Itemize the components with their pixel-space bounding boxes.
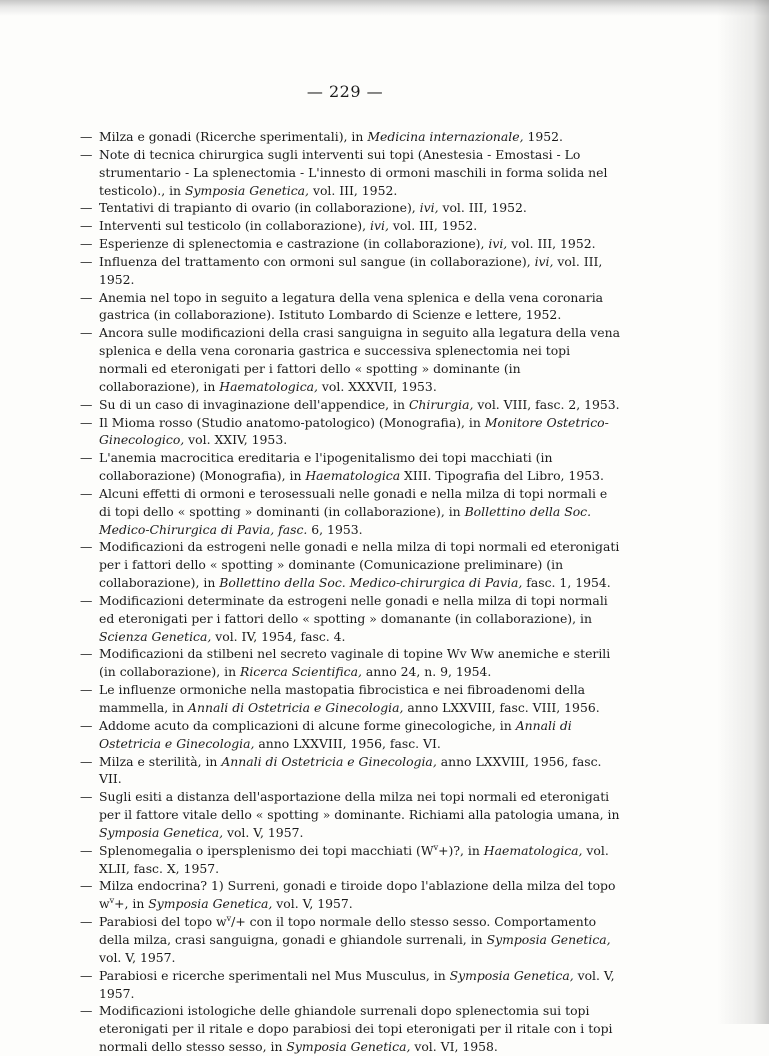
italic-citation: Monitore Ostetrico-Ginecologico, [99, 414, 609, 448]
entry-text: Addome acuto da complicazioni di alcune forme ginecologiche, in [99, 717, 516, 733]
entry-dash: — [80, 129, 93, 144]
italic-citation: Symposia Genetica, [486, 931, 611, 947]
scan-top-edge [0, 0, 769, 16]
entry-text: vol. V, 1957. [99, 949, 176, 965]
entry-dash: — [80, 414, 93, 430]
entry-text: /+ con il topo normale dello stesso sesso. Comportamento della milza, crasi sanguigna, gonadi e ghiandole surrenali, in [99, 914, 597, 947]
entry-dash: — [80, 200, 93, 216]
entry-text: Su di un caso di invaginazione dell'appendice, in [99, 396, 409, 412]
entry-text: vol. III, 1952. [309, 182, 398, 198]
entry-dash: — [80, 253, 93, 269]
entry-dash: — [80, 914, 93, 930]
entry-text: Alcuni effetti di ormoni e terosessuali nelle gonadi e nella milza di topi normali e di topi dello « spotting » dominanti (in collaborazione), in [99, 485, 608, 519]
bibliography-entry [60, 538, 620, 592]
entry-text: Tentativi di trapianto di ovario (in collaborazione), [99, 200, 420, 216]
entry-text: anno LXXVIII, fasc. VIII, 1956. [403, 700, 600, 715]
italic-citation: Symposia Genetica, [148, 896, 273, 912]
entry-text: Milza e gonadi (Ricerche sperimentali), in [99, 129, 368, 144]
italic-citation: Medicina internazionale, [367, 129, 524, 144]
entry-text: Esperienze di splenectomia e castrazione (in collaborazione), [99, 236, 489, 252]
entry-dash: — [80, 485, 93, 501]
bibliography-entry [60, 645, 620, 681]
entry-dash: — [80, 539, 93, 555]
entry-text: vol. III, 1952. [507, 236, 596, 252]
entry-text: L'anemia macrocitica ereditaria e l'ipogenitalismo dei topi macchiati (in collaborazione) (Monografia), in [99, 450, 553, 484]
italic-citation: Bollettino della Soc. Medico-Chirurgica di Pavia, fasc. [99, 503, 592, 537]
entry-dash: — [80, 289, 93, 305]
italic-citation: Symposia Genetica, [449, 967, 574, 983]
italic-citation: Symposia Genetica, [184, 182, 309, 198]
entry-dash: — [80, 682, 93, 698]
entry-text: Le influenze ormoniche nella mastopatia fibrocistica e nei fibroadenomi della mammella, in [99, 682, 586, 715]
italic-citation: Scienza Genetica, [99, 628, 212, 644]
entry-text: Modificazioni da estrogeni nelle gonadi e nella milza di topi normali ed eteronigati per i fattori dello « spotting » dominante (Comunicazione preliminare) (in collaborazione), in [99, 539, 620, 591]
bibliography-entry [60, 592, 620, 646]
entry-text: Influenza del trattamento con ormoni sul sangue (in collaborazione), [99, 253, 535, 269]
entry-text: vol. III, 1952. [388, 218, 478, 234]
bibliography-entry [60, 842, 620, 878]
superscript: v [226, 914, 232, 923]
bibliography-entry [60, 235, 620, 253]
italic-citation: Annali di Ostetricia e Ginecologia, [188, 700, 404, 715]
bibliography-entry [60, 485, 620, 539]
page-number: — 229 — [306, 82, 384, 101]
entry-text: vol. XXXVII, 1953. [317, 378, 437, 394]
entry-text: Modificazioni istologiche delle ghiandole surrenali dopo splenectomia sui topi eteronigati per il ritale e dopo parabiosi dei topi eteronigati per il ritale con i topi normali dello stesso sesso, in [99, 1003, 613, 1055]
italic-citation: Chirurgia, [408, 396, 474, 412]
italic-citation: Ricerca Scientifica, [240, 664, 362, 680]
entry-dash: — [80, 146, 93, 162]
entry-dash: — [80, 325, 93, 341]
bibliography-entry [60, 199, 620, 217]
bibliography-entry [60, 913, 620, 967]
bibliography-entry [60, 717, 620, 753]
bibliography-entry [60, 324, 620, 395]
entry-text: 1952. [523, 129, 563, 144]
entry-text: Ancora sulle modificazioni della crasi sanguigna in seguito alla legatura della vena splenica e della vena coronaria gastrica e successiva splenectomia nei topi normali ed eteronigati per i fattori dello « spotting » dominante (in collaborazione), in [99, 325, 621, 394]
entry-text: XIII. Tipografia del Libro, 1953. [400, 468, 604, 484]
bibliography-entry [60, 1002, 620, 1056]
entry-text: vol. V, 1957. [223, 824, 304, 840]
entry-text: Parabiosi e ricerche sperimentali nel Mus Musculus, in [99, 967, 450, 983]
italic-citation: ivi, [419, 200, 439, 216]
entry-text: vol. VI, 1958. [410, 1039, 498, 1055]
entry-text: Anemia nel topo in seguito a legatura della vena splenica e della vena coronaria gastrica (in collaborazione). Istituto Lombardo di Scienze e lettere, 1952. [99, 289, 604, 323]
entry-dash: — [80, 1003, 93, 1019]
italic-citation: Annali di Ostetricia e Ginecologia, [99, 717, 572, 751]
entry-dash: — [80, 753, 93, 769]
entry-text: Note di tecnica chirurgica sugli interventi sui topi (Anestesia - Emostasi - Lo strumentario - La splenectomia - L'innesto di ormoni maschili in forma solida nel testicolo)., in [99, 146, 608, 198]
italic-citation: Annali di Ostetricia e Ginecologia, [221, 753, 437, 769]
entry-dash: — [80, 789, 93, 805]
entry-dash: — [80, 878, 93, 894]
bibliography-entry [60, 396, 620, 414]
bibliography-entry [60, 788, 620, 842]
entry-text: vol. XLII, fasc. X, 1957. [99, 842, 609, 876]
italic-citation: Haematologica [305, 468, 401, 484]
bibliography-entry [60, 146, 620, 200]
bibliography-entry [60, 449, 620, 485]
superscript: v [109, 896, 115, 906]
entry-text: vol. IV, 1954, fasc. 4. [211, 628, 346, 644]
bibliography-entry [60, 753, 620, 789]
entry-text: Parabiosi del topo w [99, 914, 227, 930]
italic-citation: Haematologica, [483, 842, 583, 858]
entry-dash: — [80, 396, 93, 412]
entry-dash: — [80, 717, 93, 733]
italic-citation: Bollettino della Soc. Medico-chirurgica di Pavia, [219, 575, 523, 591]
italic-citation: Symposia Genetica, [99, 824, 224, 840]
bibliography-entry [60, 877, 620, 913]
entry-text: Interventi sul testicolo (in collaborazione), [99, 218, 371, 234]
scan-right-edge [717, 0, 769, 1024]
entry-text: anno LXXVIII, 1956, fasc. VII. [99, 753, 602, 787]
entry-text: Modificazioni da stilbeni nel secreto vaginale di topine Wv Ww anemiche e sterili (in collaborazione), in [99, 646, 611, 680]
italic-citation: ivi, [488, 236, 508, 252]
bibliography-entry [60, 967, 620, 1003]
bibliography-entry [60, 253, 620, 289]
entry-text: vol. VIII, fasc. 2, 1953. [473, 396, 620, 412]
entry-dash: — [80, 646, 93, 662]
entry-text: Modificazioni determinate da estrogeni nelle gonadi e nella milza di topi normali ed eteronigati per i fattori dello « spotting » domanante (in collaborazione), in [99, 592, 608, 626]
entry-text: anno LXXVIII, 1956, fasc. VI. [254, 735, 441, 751]
entry-text: vol. III, 1952. [99, 253, 603, 287]
entry-text: Sugli esiti a distanza dell'asportazione della milza nei topi normali ed eteronigati per il fattore vitale dello « spotting » dominante. Richiami alla patologia umana, in [99, 789, 620, 823]
entry-text: vol. V, 1957. [99, 967, 615, 1001]
entry-text: Splenomegalia o ipersplenismo dei topi macchiati (W [99, 842, 434, 858]
entry-dash: — [80, 592, 93, 608]
bibliography-entry [60, 128, 620, 146]
entry-text: Milza endocrina? 1) Surreni, gonadi e tiroide dopo l'ablazione della milza del topo w [99, 878, 616, 912]
bibliography-entry [60, 289, 620, 325]
entry-text: fasc. 1, 1954. [522, 575, 611, 591]
entry-dash: — [80, 236, 93, 252]
entry-text: Milza e sterilità, in [99, 753, 222, 769]
bibliography-entry [60, 414, 620, 450]
entry-dash: — [80, 842, 93, 858]
italic-citation: Symposia Genetica, [286, 1039, 411, 1055]
entry-text: vol. XXIV, 1953. [184, 432, 288, 448]
bibliography-list [60, 128, 620, 1056]
superscript: v [433, 842, 439, 852]
entry-text: vol. V, 1957. [272, 896, 353, 912]
entry-text: vol. III, 1952. [438, 200, 527, 216]
entry-dash: — [80, 967, 93, 983]
bibliography-entry [60, 217, 620, 235]
entry-text: Il Mioma rosso (Studio anatomo-patologico) (Monografia), in [99, 414, 485, 430]
entry-text: anno 24, n. 9, 1954. [361, 664, 492, 680]
entry-text: +, in [114, 896, 149, 912]
italic-citation: Haematologica, [219, 378, 318, 394]
entry-dash: — [80, 218, 93, 234]
bibliography-entry [60, 681, 620, 717]
entry-dash: — [80, 450, 93, 466]
entry-text: 6, 1953. [307, 521, 363, 537]
entry-text: +)?, in [438, 842, 484, 858]
italic-citation: ivi, [370, 218, 389, 234]
italic-citation: ivi, [534, 253, 554, 269]
